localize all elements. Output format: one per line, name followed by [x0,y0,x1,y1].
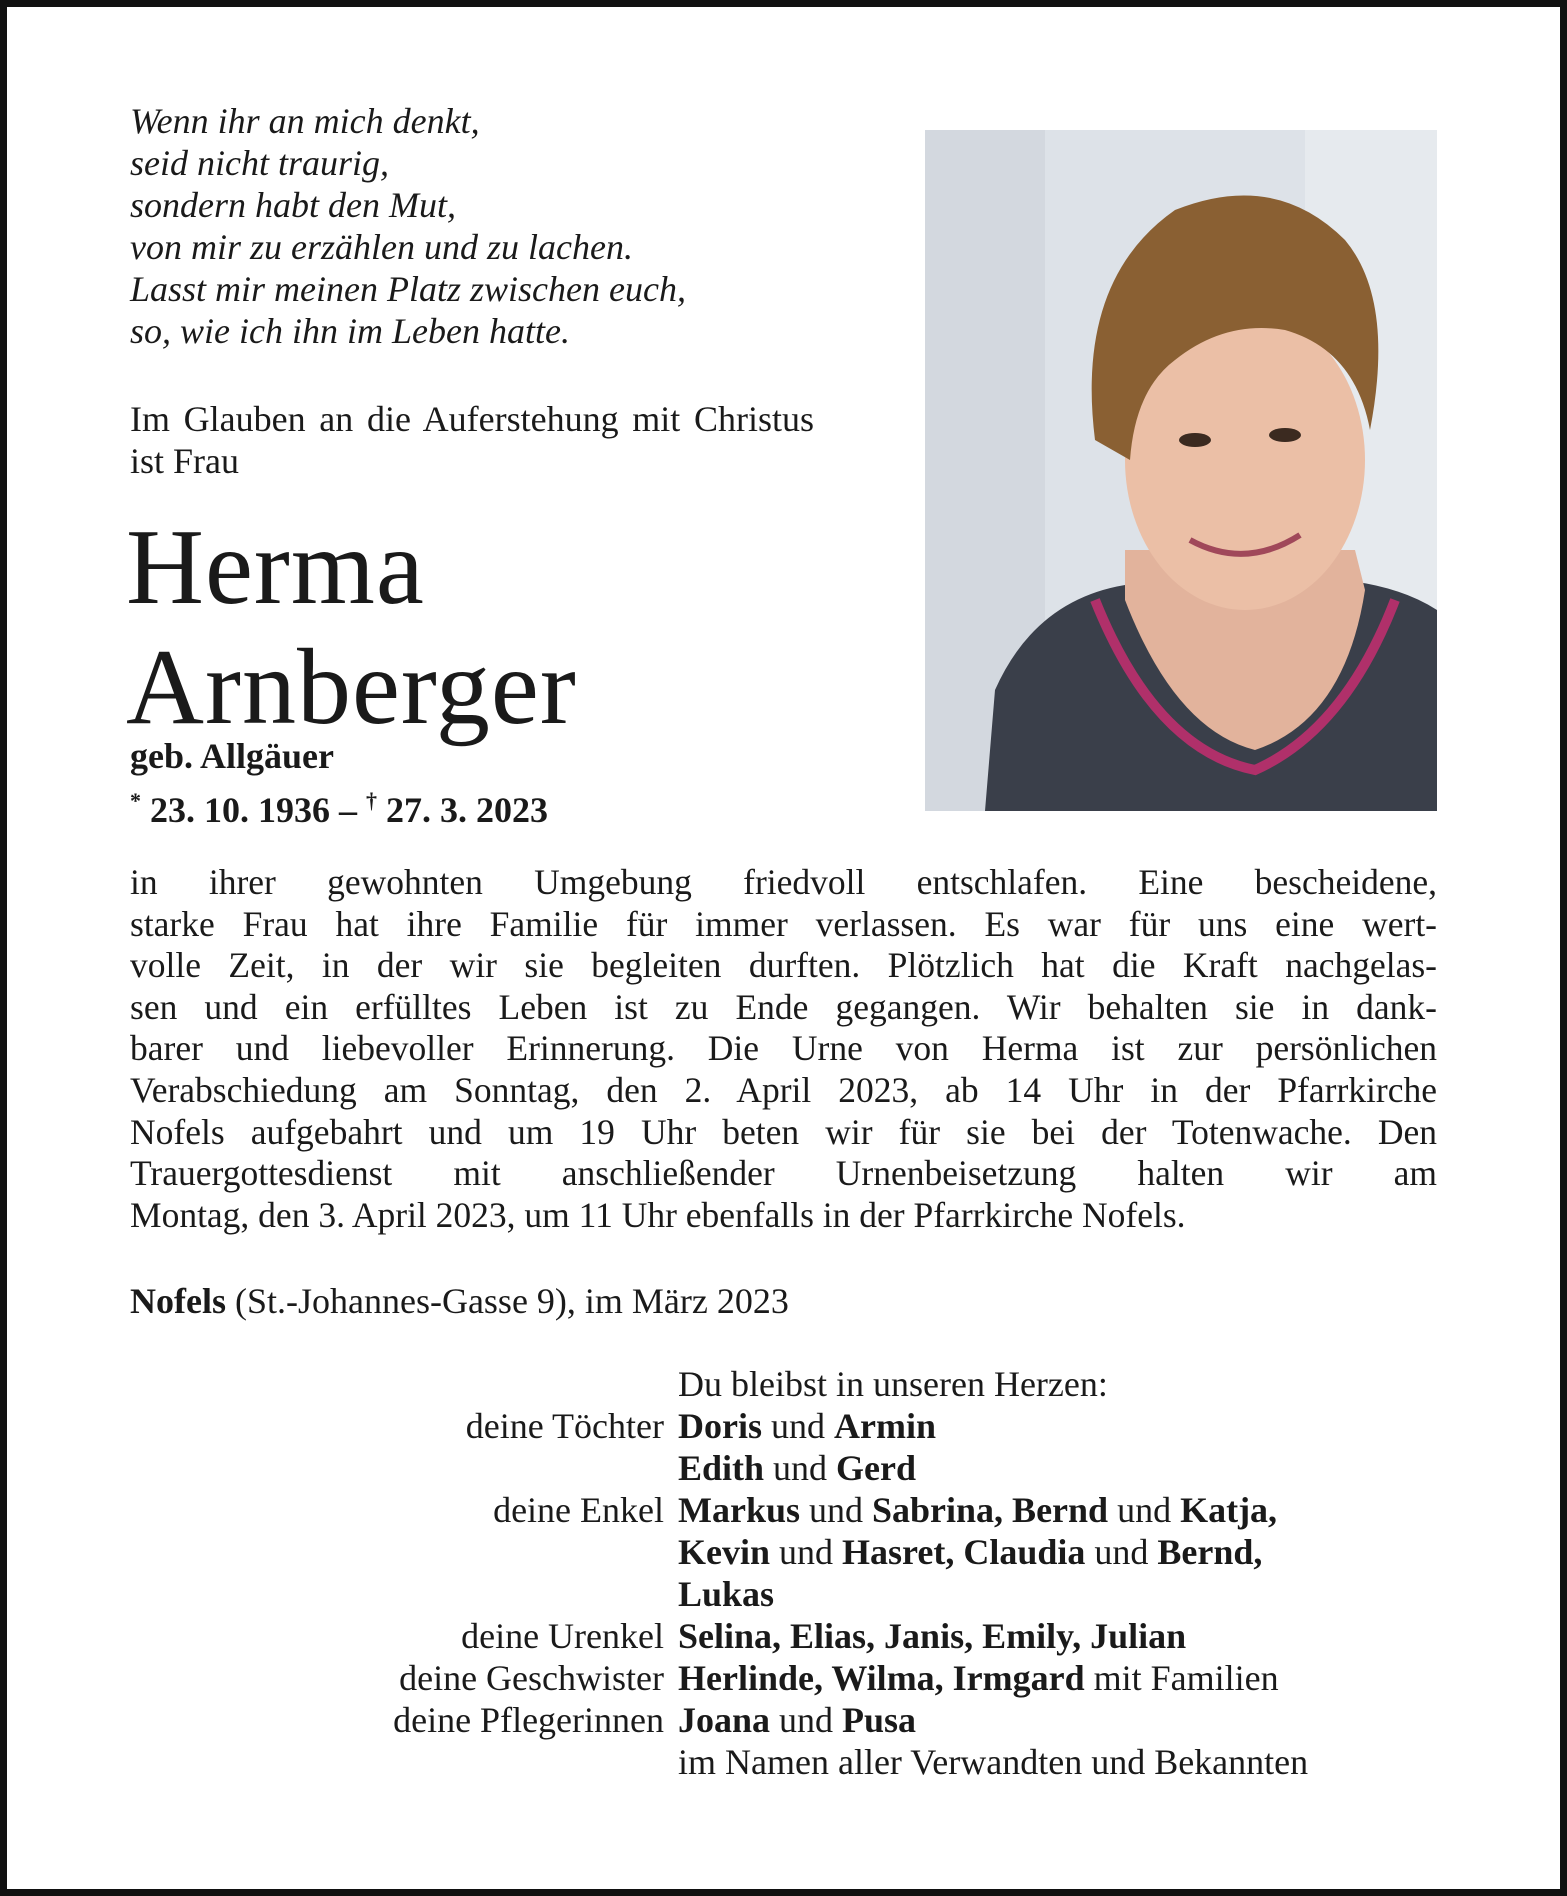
mourner-row [130,1531,1437,1573]
mourner-row [130,1657,1437,1699]
maiden-name: geb. Allgäuer [130,736,334,776]
birth-mark: * [130,788,141,813]
mourner-name: Kevin [678,1532,771,1572]
connector-text: und [770,1532,843,1572]
obituary-text [130,862,1437,1236]
mourner-name: Edith [678,1448,765,1488]
mourners-heading-row [130,1363,1437,1405]
mourner-names [678,1447,916,1489]
mourner-name: Katja, [1180,1490,1278,1530]
connector-text: mit Familien [1084,1658,1279,1698]
date-dash: – [339,790,357,830]
death-date: 27. 3. 2023 [386,790,548,830]
poem-line: seid nicht traurig, [130,143,389,183]
mourners-heading: Du bleibst in unseren Herzen: [678,1364,1108,1404]
mourner-role: deine Enkel [493,1490,664,1530]
poem-line: Lasst mir meinen Platz zwischen euch, [130,269,686,309]
mourner-names [678,1405,936,1447]
mourners-list [130,1363,1437,1783]
mourner-role [130,1573,678,1615]
mourner-name: Lukas [678,1574,775,1614]
poem-line: Wenn ihr an mich denkt, [130,101,480,141]
deceased-name [126,508,577,748]
address-date: (St.-Johannes-Gasse 9), im März 2023 [225,1281,789,1321]
mourner-rows [130,1405,1437,1783]
mourner-row [130,1405,1437,1447]
town-name: Nofels [130,1281,226,1321]
mourner-name: Joana [678,1700,771,1740]
mourner-name: Sabrina, Bernd [872,1490,1109,1530]
life-dates [130,780,548,831]
connector-text: und [762,1406,834,1446]
mourner-role: deine Pflegerinnen [393,1700,664,1740]
connector-text: und [764,1448,837,1488]
mourner-name: Markus [678,1490,801,1530]
place-date-line [130,1280,789,1322]
poem-line: so, wie ich ihn im Leben hatte. [130,311,570,351]
poem [130,100,830,352]
connector-text: und [770,1700,843,1740]
mourner-names [678,1489,1277,1531]
mourner-name: Gerd [836,1448,917,1488]
mourner-row [130,1489,1437,1531]
mourner-row [130,1615,1437,1657]
connector-text: und [800,1490,873,1530]
connector-text: und [1085,1532,1158,1572]
last-name: Arnberger [126,628,577,747]
connector-text: im Namen aller Verwandten und Bekannten [678,1742,1309,1782]
portrait-photo [925,130,1437,811]
mourner-name: Hasret, Claudia [842,1532,1086,1572]
text-line: Nofels aufgebahrt und um 19 Uhr beten wir für sie bei der Totenwache. Den [130,1111,1437,1152]
text-line: Trauergottesdienst mit anschließender Urnenbeisetzung halten wir am [130,1153,1437,1194]
poem-line: sondern habt den Mut, [130,185,456,225]
mourner-role [130,1447,678,1489]
mourner-name: Doris [678,1406,762,1446]
mourner-name: Pusa [842,1700,917,1740]
mourner-names [678,1699,916,1741]
mourner-names [678,1531,1262,1573]
connector-text: und [1108,1490,1181,1530]
text-line: barer und liebevoller Erinnerung. Die Urne von Herma ist zur persönlichen [130,1028,1437,1069]
text-line: volle Zeit, in der wir sie begleiten durften. Plötzlich hat die Kraft nachgelas- [130,945,1437,986]
mourner-row [130,1741,1437,1783]
mourner-row [130,1447,1437,1489]
mourner-name: Selina, Elias, Janis, Emily, Julian [678,1616,1187,1656]
mourner-role: deine Geschwister [399,1658,664,1698]
mourner-names [678,1657,1279,1699]
first-name: Herma [126,508,425,627]
mourner-role [130,1531,678,1573]
text-line: Verabschiedung am Sonntag, den 2. April 2023, ab 14 Uhr in der Pfarrkirche [130,1069,1437,1110]
mourner-role: deine Töchter [465,1406,664,1446]
mourner-role [130,1741,678,1783]
birth-date: 23. 10. 1936 [150,790,330,830]
mourner-name: Herlinde, Wilma, Irmgard [678,1658,1085,1698]
mourner-role: deine Urenkel [461,1616,664,1656]
intro-text: Im Glauben an die Auferstehung mit Christus ist Frau [130,399,814,481]
mourner-names [678,1573,774,1615]
mourner-names [678,1741,1308,1783]
mourner-row [130,1573,1437,1615]
mourner-name: Bernd, [1157,1532,1263,1572]
mourner-name: Armin [834,1406,936,1446]
text-line: sen und ein erfülltes Leben ist zu Ende gegangen. Wir behalten sie in dank- [130,986,1437,1027]
text-line: starke Frau hat ihre Familie für immer verlassen. Es war für uns eine wert- [130,903,1437,944]
text-line: Montag, den 3. April 2023, um 11 Uhr ebenfalls in der Pfarrkirche Nofels. [130,1194,1186,1235]
text-line: in ihrer gewohnten Umgebung friedvoll entschlafen. Eine bescheidene, [130,862,1437,902]
death-mark: † [366,788,377,813]
mourner-row [130,1699,1437,1741]
mourner-names [678,1615,1186,1657]
poem-line: von mir zu erzählen und zu lachen. [130,227,633,267]
